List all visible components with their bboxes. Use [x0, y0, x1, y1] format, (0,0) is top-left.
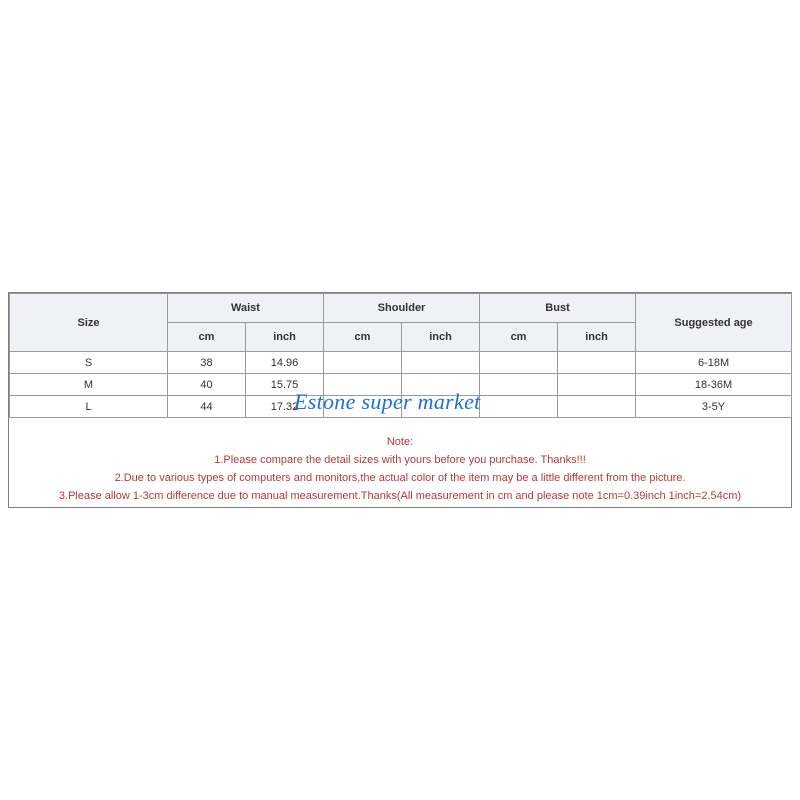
shoulder-cm-cell	[324, 352, 402, 374]
bust-cm-cell	[480, 396, 558, 418]
age-cell: 18-36M	[636, 374, 792, 396]
size-cell: L	[10, 396, 168, 418]
waist-header: Waist	[168, 294, 324, 323]
age-header: Suggested age	[636, 294, 792, 352]
unit-inch: inch	[402, 323, 480, 352]
unit-cm: cm	[168, 323, 246, 352]
note-line: 3.Please allow 1-3cm difference due to manual measurement.Thanks(All measurement in cm and please note 1cm=0.39inch 1inch=2.54cm)	[58, 490, 742, 502]
bust-inch-cell	[558, 396, 636, 418]
note-title: Note:	[386, 436, 414, 448]
bust-header: Bust	[480, 294, 636, 323]
header-row	[10, 294, 792, 323]
bust-cm-cell	[480, 374, 558, 396]
waist-inch-cell: 15.75	[246, 374, 324, 396]
table-row	[10, 352, 792, 374]
waist-inch-cell: 14.96	[246, 352, 324, 374]
bust-inch-cell	[558, 374, 636, 396]
size-chart	[8, 292, 792, 508]
size-cell: S	[10, 352, 168, 374]
size-header: Size	[10, 294, 168, 352]
note-line: 2.Due to various types of computers and monitors,the actual color of the item may be a little different from the picture.	[114, 472, 686, 484]
unit-inch: inch	[246, 323, 324, 352]
unit-inch: inch	[558, 323, 636, 352]
waist-inch-cell: 17.32	[246, 396, 324, 418]
unit-cm: cm	[324, 323, 402, 352]
shoulder-header: Shoulder	[324, 294, 480, 323]
waist-cm-cell: 38	[168, 352, 246, 374]
note-line: 1.Please compare the detail sizes with yours before you purchase. Thanks!!!	[214, 454, 586, 466]
waist-cm-cell: 44	[168, 396, 246, 418]
age-cell: 3-5Y	[636, 396, 792, 418]
bust-inch-cell	[558, 352, 636, 374]
waist-cm-cell: 40	[168, 374, 246, 396]
size-cell: M	[10, 374, 168, 396]
watermark: Estone super market	[294, 389, 481, 414]
shoulder-inch-cell	[402, 352, 480, 374]
notes	[9, 433, 791, 505]
unit-cm: cm	[480, 323, 558, 352]
bust-cm-cell	[480, 352, 558, 374]
age-cell: 6-18M	[636, 352, 792, 374]
